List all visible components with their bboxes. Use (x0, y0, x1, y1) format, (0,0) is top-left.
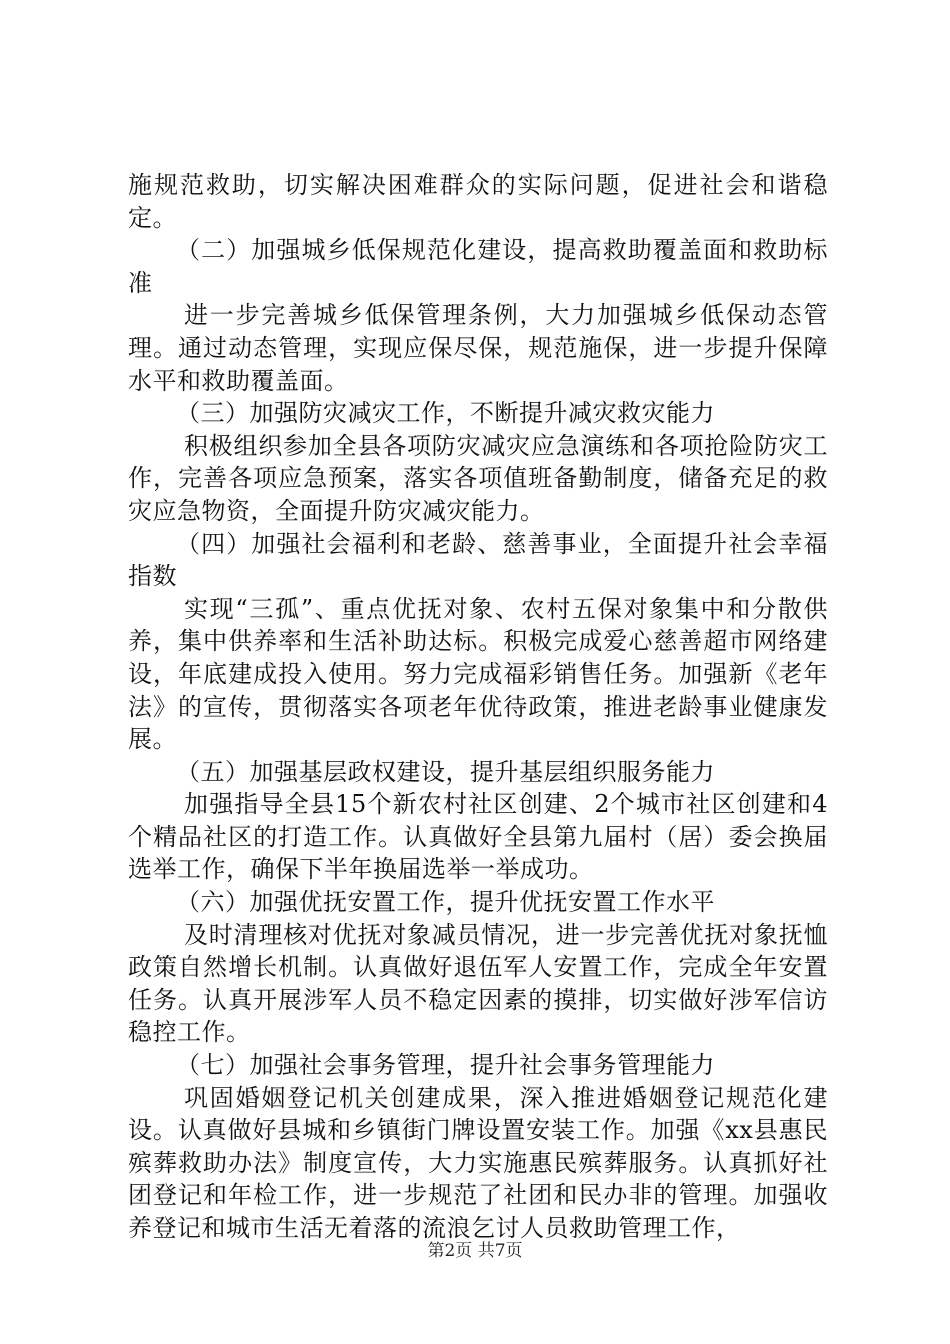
section-heading-4: （四）加强社会福利和老龄、慈善事业，全面提升社会幸福指数 (128, 529, 828, 591)
section-heading-2: （二）加强城乡低保规范化建设，提高救助覆盖面和救助标准 (128, 236, 828, 297)
document-body (128, 169, 828, 1245)
paragraph-minimum-living-security: 进一步完善城乡低保管理条例，大力加强城乡低保动态管理。通过动态管理，实现应保尽保，规范施保，进一步提升保障水平和救助覆盖面。 (128, 301, 828, 395)
paragraph-continuation: 施规范救助，切实解决困难群众的实际问题，促进社会和谐稳定。 (128, 171, 828, 232)
section-heading-3: （三）加强防灾减灾工作，不断提升减灾救灾能力 (176, 399, 715, 428)
section-heading-6: （六）加强优抚安置工作，提升优抚安置工作水平 (176, 888, 715, 917)
paragraph-social-welfare: 实现“三孤”、重点优抚对象、农村五保对象集中和分散供养，集中供养率和生活补助达标。积极完成爱心慈善超市网络建设，年底建成投入使用。努力完成福彩销售任务。加强新《老年法》的宣传，贯彻落实各项老年优待政策，推进老龄事业健康发展。 (128, 594, 828, 754)
paragraph-social-affairs: 巩固婚姻登记机关创建成果，深入推进婚姻登记规范化建设。认真做好县城和乡镇街门牌设置安装工作。加强《xx县惠民殡葬救助办法》制度宣传，大力实施惠民殡葬服务。认真抓好社团登记和年检工作，进一步规范了社团和民办非的管理。加强收养登记和城市生活无着落的流浪乞讨人员救助管理工作， (128, 1083, 828, 1242)
paragraph-disaster-prevention: 积极组织参加全县各项防灾减灾应急演练和各项抢险防灾工作，完善各项应急预案，落实各项值班备勤制度，储备充足的救灾应急物资，全面提升防灾减灾能力。 (128, 431, 828, 525)
paragraph-special-care: 及时清理核对优抚对象减员情况，进一步完善优抚对象抚恤政策自然增长机制。认真做好退伍军人安置工作，完成全年安置任务。认真开展涉军人员不稳定因素的摸排，切实做好涉军信访稳控工作。 (128, 920, 828, 1047)
section-heading-7: （七）加强社会事务管理，提升社会事务管理能力 (176, 1051, 715, 1080)
section-heading-5: （五）加强基层政权建设，提升基层组织服务能力 (176, 757, 715, 786)
paragraph-grassroots: 加强指导全县15个新农村社区创建、2个城市社区创建和4个精品社区的打造工作。认真做好全县第九届村（居）委会换届选举工作，确保下半年换届选举一举成功。 (128, 790, 828, 884)
page-footer: 第2页 共7页 (427, 1241, 523, 1261)
